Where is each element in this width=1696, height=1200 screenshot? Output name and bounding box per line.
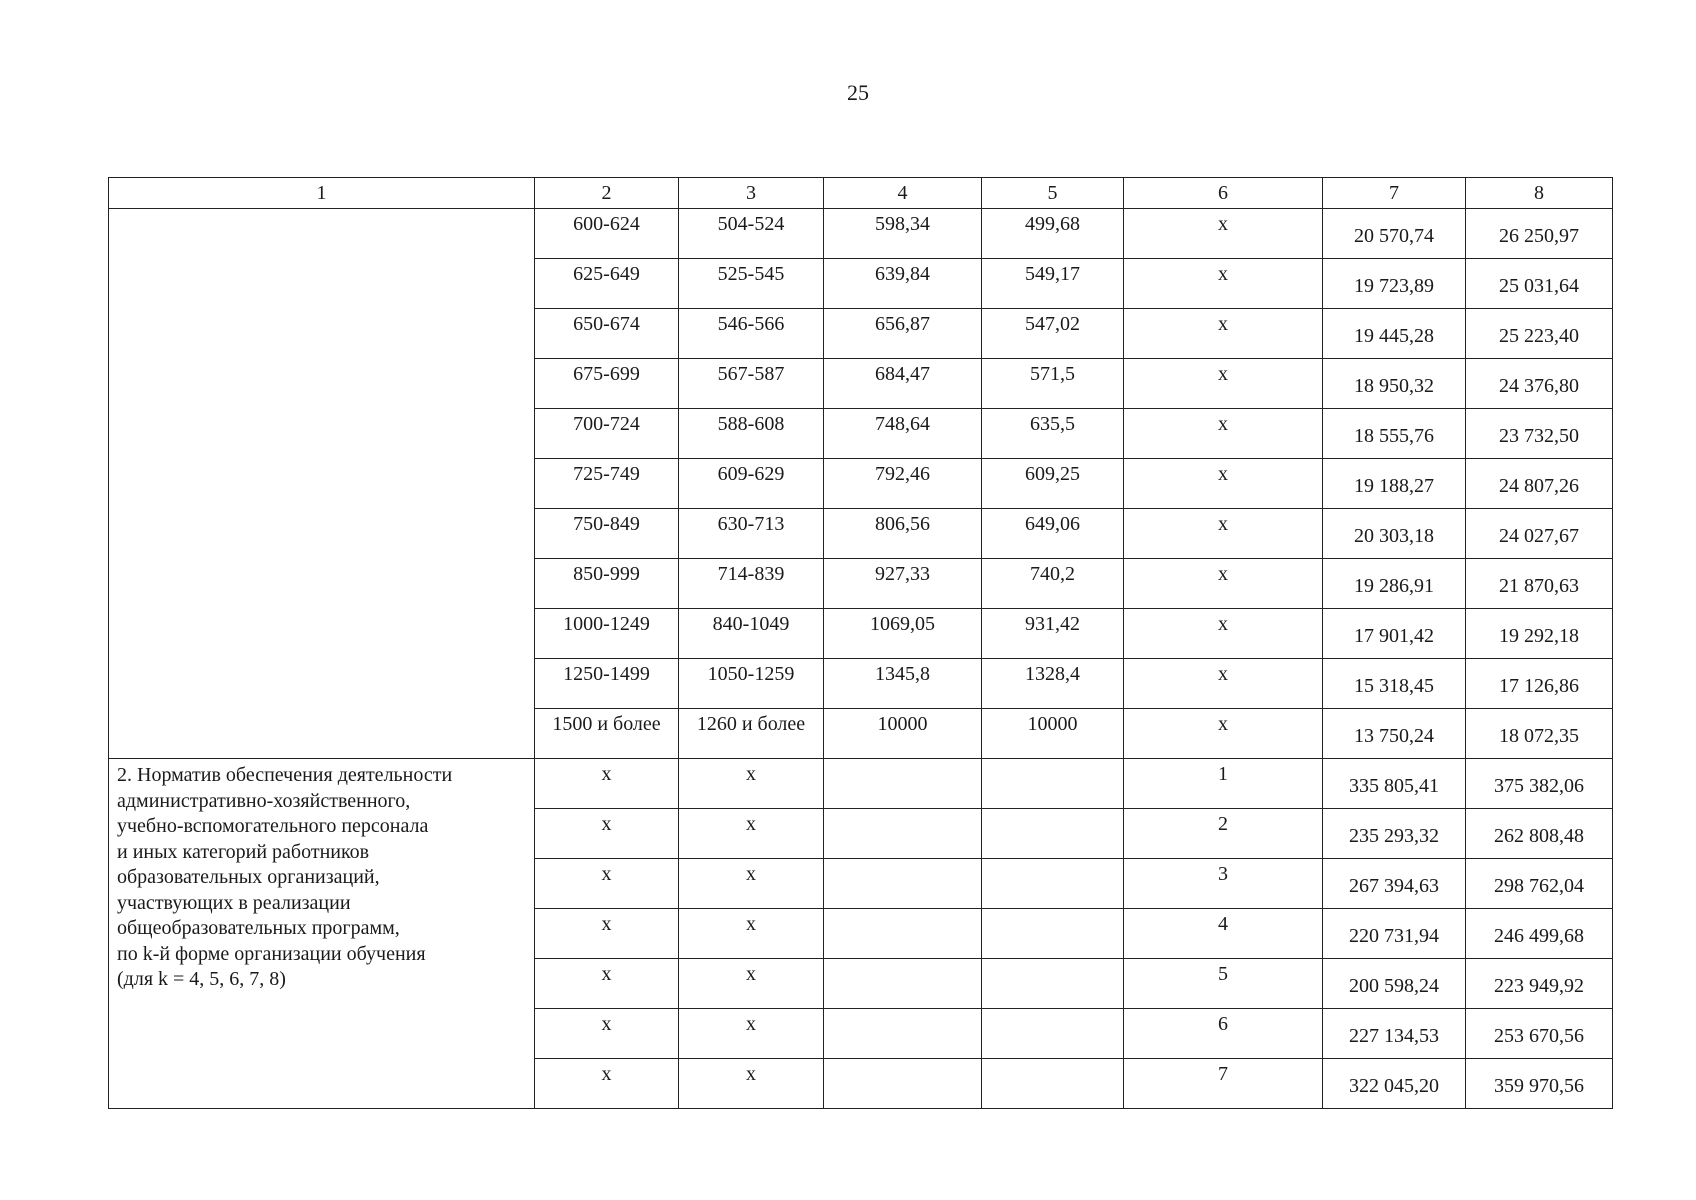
table-cell: x: [1124, 659, 1323, 709]
table-cell: 25 031,64: [1466, 259, 1613, 309]
table-cell: x: [679, 809, 824, 859]
table-cell: [824, 1009, 982, 1059]
norms-table: [108, 177, 1613, 1109]
table-cell: x: [1124, 309, 1323, 359]
table-row: [109, 209, 1613, 259]
table-cell: 267 394,63: [1323, 859, 1466, 909]
header-cell: 5: [982, 178, 1124, 209]
table-cell: x: [535, 909, 679, 959]
table-cell: 748,64: [824, 409, 982, 459]
description-line: участвующих в реализации: [117, 891, 351, 914]
table-cell: [982, 1059, 1124, 1109]
table-header-row: [109, 178, 1613, 209]
table-cell: 262 808,48: [1466, 809, 1613, 859]
table-cell: [824, 759, 982, 809]
table-cell: 322 045,20: [1323, 1059, 1466, 1109]
table-cell: 359 970,56: [1466, 1059, 1613, 1109]
table-cell: 15 318,45: [1323, 659, 1466, 709]
table-cell: 17 126,86: [1466, 659, 1613, 709]
table-cell: 235 293,32: [1323, 809, 1466, 859]
table-cell: 23 732,50: [1466, 409, 1613, 459]
table-row: [109, 759, 1613, 809]
table-cell: 19 188,27: [1323, 459, 1466, 509]
table-cell: 725-749: [535, 459, 679, 509]
table-cell: 19 292,18: [1466, 609, 1613, 659]
table-cell: 21 870,63: [1466, 559, 1613, 609]
description-line: (для k = 4, 5, 6, 7, 8): [117, 968, 286, 990]
description-line: 2. Норматив обеспечения деятельности: [117, 764, 453, 786]
description-line: по k-й форме организации обучения: [117, 942, 426, 965]
table-cell: 675-699: [535, 359, 679, 409]
table-cell: 6: [1124, 1009, 1323, 1059]
table-cell: 223 949,92: [1466, 959, 1613, 1009]
table-cell: [824, 909, 982, 959]
table-cell: 547,02: [982, 309, 1124, 359]
table-cell: 13 750,24: [1323, 709, 1466, 759]
table-cell: 19 723,89: [1323, 259, 1466, 309]
table-cell: 1: [1124, 759, 1323, 809]
table-cell: x: [1124, 359, 1323, 409]
table-cell: 1250-1499: [535, 659, 679, 709]
table-cell: x: [679, 909, 824, 959]
description-line: образовательных организаций,: [117, 866, 380, 888]
table-cell: 19 286,91: [1323, 559, 1466, 609]
table-cell: 3: [1124, 859, 1323, 909]
table-cell: x: [535, 1009, 679, 1059]
table-cell: 1260 и более: [679, 709, 824, 759]
table-cell: [982, 859, 1124, 909]
table-cell: 546-566: [679, 309, 824, 359]
table-cell: 504-524: [679, 209, 824, 259]
table-cell: 600-624: [535, 209, 679, 259]
table-cell: 1500 и более: [535, 709, 679, 759]
table-cell: 609-629: [679, 459, 824, 509]
table-cell: 650-674: [535, 309, 679, 359]
table-cell: x: [535, 859, 679, 909]
table-cell: 20 570,74: [1323, 209, 1466, 259]
table-cell: 375 382,06: [1466, 759, 1613, 809]
table-cell: x: [679, 859, 824, 909]
table-cell: 25 223,40: [1466, 309, 1613, 359]
table-cell: 1328,4: [982, 659, 1124, 709]
description-line: общеобразовательных программ,: [117, 917, 400, 939]
table-cell: 931,42: [982, 609, 1124, 659]
table-cell: x: [679, 1059, 824, 1109]
table-cell: 639,84: [824, 259, 982, 309]
table-cell: x: [535, 959, 679, 1009]
table-cell: 625-649: [535, 259, 679, 309]
table-cell: x: [1124, 509, 1323, 559]
table-cell: 549,17: [982, 259, 1124, 309]
table-cell: 927,33: [824, 559, 982, 609]
table-cell: 18 555,76: [1323, 409, 1466, 459]
table-cell: 17 901,42: [1323, 609, 1466, 659]
table-cell: [982, 959, 1124, 1009]
table-cell: 18 950,32: [1323, 359, 1466, 409]
table-cell: 200 598,24: [1323, 959, 1466, 1009]
table-cell: [982, 809, 1124, 859]
table-cell: [982, 1009, 1124, 1059]
table-cell: x: [535, 809, 679, 859]
table-cell: 26 250,97: [1466, 209, 1613, 259]
table-cell: [824, 959, 982, 1009]
table-cell: 18 072,35: [1466, 709, 1613, 759]
header-cell: 7: [1323, 178, 1466, 209]
section2-description: [109, 759, 535, 1109]
table-cell: [824, 859, 982, 909]
table-cell: 20 303,18: [1323, 509, 1466, 559]
table-cell: 588-608: [679, 409, 824, 459]
table-cell: 10000: [824, 709, 982, 759]
table-cell: [982, 909, 1124, 959]
header-cell: 2: [535, 178, 679, 209]
header-cell: 6: [1124, 178, 1323, 209]
table-cell: 700-724: [535, 409, 679, 459]
table-cell: x: [1124, 459, 1323, 509]
document-table-container: [108, 177, 1612, 1109]
table-cell: 792,46: [824, 459, 982, 509]
table-cell: 656,87: [824, 309, 982, 359]
header-cell: 3: [679, 178, 824, 209]
table-cell: x: [679, 1009, 824, 1059]
table-cell: 1345,8: [824, 659, 982, 709]
table-cell: x: [1124, 259, 1323, 309]
table-cell: 7: [1124, 1059, 1323, 1109]
table-cell: 4: [1124, 909, 1323, 959]
table-cell: 227 134,53: [1323, 1009, 1466, 1059]
table-cell: 649,06: [982, 509, 1124, 559]
table-cell: 246 499,68: [1466, 909, 1613, 959]
table-cell: x: [1124, 609, 1323, 659]
table-cell: x: [679, 759, 824, 809]
table-cell: 750-849: [535, 509, 679, 559]
table-cell: 24 807,26: [1466, 459, 1613, 509]
table-cell: 630-713: [679, 509, 824, 559]
table-cell: x: [1124, 209, 1323, 259]
table-cell: 714-839: [679, 559, 824, 609]
description-line: административно-хозяйственного,: [117, 789, 411, 812]
table-cell: 850-999: [535, 559, 679, 609]
description-line: и иных категорий работников: [117, 840, 370, 863]
table-cell: [824, 809, 982, 859]
section1-empty-cell: [109, 209, 535, 759]
table-cell: 253 670,56: [1466, 1009, 1613, 1059]
table-cell: 298 762,04: [1466, 859, 1613, 909]
header-cell: 8: [1466, 178, 1613, 209]
table-cell: 335 805,41: [1323, 759, 1466, 809]
table-cell: 5: [1124, 959, 1323, 1009]
table-cell: 10000: [982, 709, 1124, 759]
table-cell: 740,2: [982, 559, 1124, 609]
table-cell: 571,5: [982, 359, 1124, 409]
table-cell: 1069,05: [824, 609, 982, 659]
table-cell: 567-587: [679, 359, 824, 409]
table-cell: 2: [1124, 809, 1323, 859]
table-cell: 19 445,28: [1323, 309, 1466, 359]
table-cell: [824, 1059, 982, 1109]
table-body: [109, 178, 1613, 1109]
table-cell: 609,25: [982, 459, 1124, 509]
page-number: 25: [847, 80, 869, 105]
table-cell: [982, 759, 1124, 809]
header-cell: 4: [824, 178, 982, 209]
table-cell: 24 027,67: [1466, 509, 1613, 559]
description-line: учебно-вспомогательного персонала: [117, 815, 429, 837]
table-cell: x: [679, 959, 824, 1009]
table-cell: x: [535, 759, 679, 809]
table-cell: 24 376,80: [1466, 359, 1613, 409]
table-cell: 840-1049: [679, 609, 824, 659]
table-cell: 684,47: [824, 359, 982, 409]
table-cell: 220 731,94: [1323, 909, 1466, 959]
table-cell: x: [1124, 409, 1323, 459]
table-cell: 806,56: [824, 509, 982, 559]
table-cell: 499,68: [982, 209, 1124, 259]
table-cell: x: [1124, 559, 1323, 609]
table-cell: x: [1124, 709, 1323, 759]
table-cell: 635,5: [982, 409, 1124, 459]
table-cell: x: [535, 1059, 679, 1109]
table-cell: 598,34: [824, 209, 982, 259]
table-cell: 1000-1249: [535, 609, 679, 659]
header-cell: 1: [109, 178, 535, 209]
table-cell: 1050-1259: [679, 659, 824, 709]
table-cell: 525-545: [679, 259, 824, 309]
